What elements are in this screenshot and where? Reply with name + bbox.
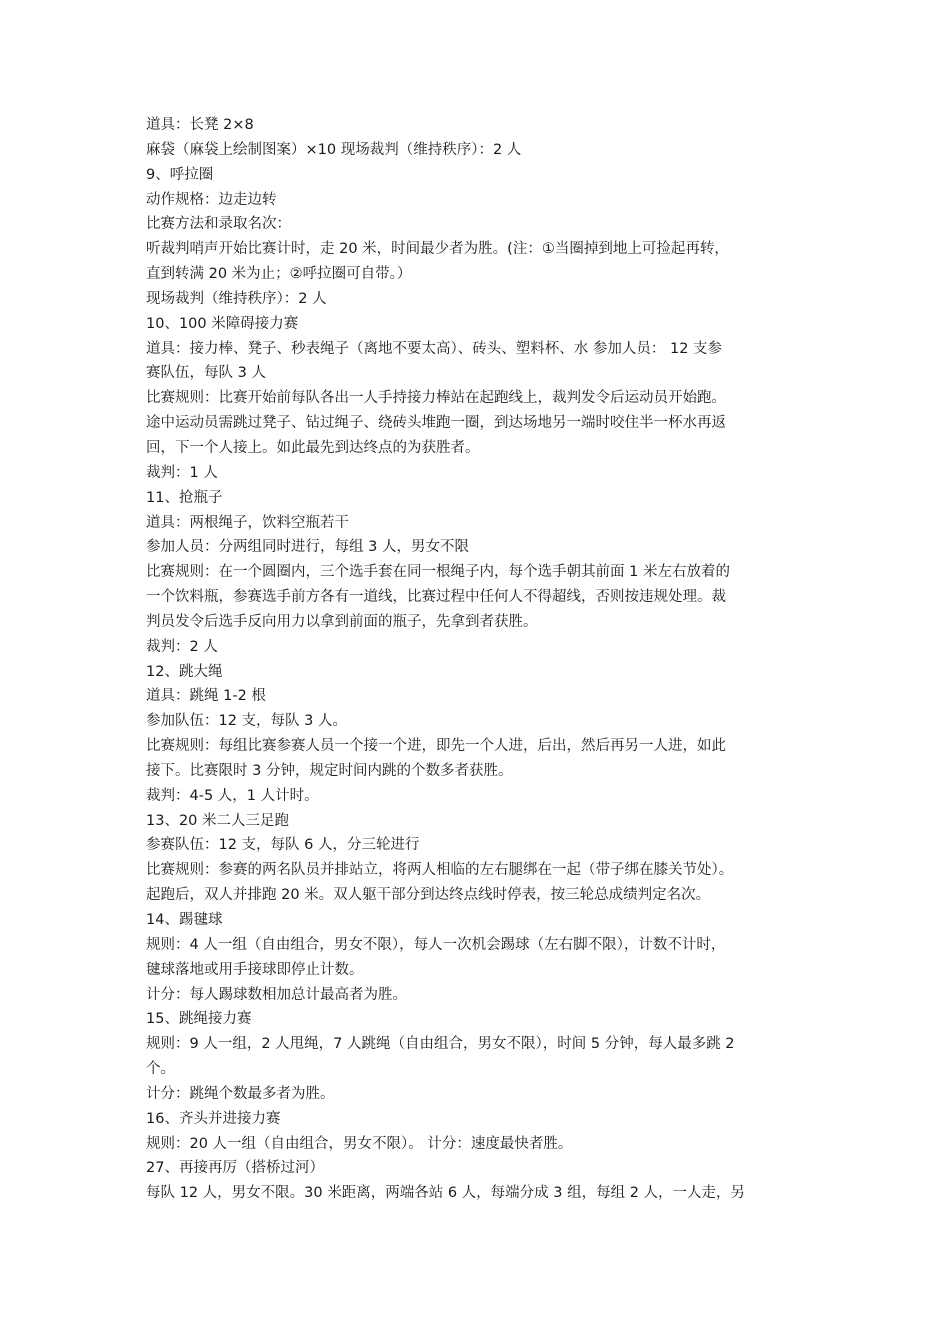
text-line: 10、100 米障碍接力赛 — [146, 315, 299, 332]
text-line: 一个饮料瓶，参赛选手前方各有一道线，比赛过程中任何人不得超线，否则按违规处理。裁 — [146, 589, 726, 606]
text-line: 个。 — [146, 1061, 175, 1078]
text-line: 道具：长凳 2×8 — [146, 117, 254, 133]
text-line: 计分：每人踢球数相加总计最高者为胜。 — [146, 986, 407, 1003]
text-line: 13、20 米二人三足跑 — [146, 812, 290, 829]
text-line: 裁判：2 人 — [146, 638, 218, 655]
text-line: 听裁判哨声开始比赛计时，走 20 米，时间最少者为胜。(注：①当圈掉到地上可捡起再转， — [146, 241, 729, 258]
text-line: 麻袋（麻袋上绘制图案）×10 现场裁判（维持秩序）：2 人 — [146, 141, 522, 158]
text-line: 判员发令后选手反向用力以拿到前面的瓶子，先拿到者获胜。 — [146, 613, 538, 630]
text-line: 每队 12 人，男女不限。30 米距离，两端各站 6 人，每端分成 3 组，每组 2 人，一人走，另 — [146, 1185, 746, 1202]
text-line: 赛队伍，每队 3 人 — [146, 365, 266, 382]
text-line: 9、呼拉圈 — [146, 166, 214, 183]
text-line: 接下。比赛限时 3 分钟，规定时间内跳的个数多者获胜。 — [146, 762, 513, 779]
text-line: 比赛规则：每组比赛参赛人员一个接一个进，即先一个人进，后出，然后再另一人进，如此 — [146, 738, 726, 755]
text-line: 道具：接力棒、凳子、秒表绳子（离地不要太高）、砖头、塑料杯、水 参加人员： 12 支参 — [146, 340, 723, 357]
text-line: 12、跳大绳 — [146, 663, 223, 680]
text-line: 直到转满 20 米为止；②呼拉圈可自带。） — [146, 266, 412, 283]
text-line: 计分：跳绳个数最多者为胜。 — [146, 1085, 335, 1102]
text-line: 比赛规则：比赛开始前每队各出一人手持接力棒站在起跑线上，裁判发令后运动员开始跑。 — [146, 390, 726, 407]
text-line: 道具：跳绳 1-2 根 — [146, 688, 266, 705]
text-line: 裁判：1 人 — [146, 464, 218, 481]
text-line: 27、再接再厉（搭桥过河） — [146, 1160, 324, 1177]
text-line: 裁判：4-5 人，1 人计时。 — [146, 787, 319, 804]
document-page — [146, 113, 810, 1206]
text-line: 毽球落地或用手接球即停止计数。 — [146, 961, 364, 978]
text-line: 动作规格：边走边转 — [146, 191, 277, 208]
text-line: 比赛规则：在一个圆圈内，三个选手套在同一根绳子内，每个选手朝其前面 1 米左右放着的 — [146, 564, 730, 581]
text-line: 道具：两根绳子，饮料空瓶若干 — [146, 514, 349, 531]
text-line: 规则：9 人一组，2 人甩绳，7 人跳绳（自由组合，男女不限），时间 5 分钟，每人最多跳 2 — [146, 1036, 735, 1053]
text-line: 比赛规则：参赛的两名队员并排站立，将两人相临的左右腿绑在一起（带子绑在膝关节处）。 — [146, 862, 734, 879]
text-line: 参加队伍：12 支，每队 3 人。 — [146, 713, 348, 730]
text-line: 参加人员：分两组同时进行，每组 3 人，男女不限 — [146, 539, 469, 556]
text-line: 比赛方法和录取名次： — [146, 216, 291, 233]
text-line: 16、齐头并进接力赛 — [146, 1110, 281, 1127]
text-line: 15、跳绳接力赛 — [146, 1011, 252, 1028]
text-line: 规则：4 人一组（自由组合，男女不限），每人一次机会踢球（左右脚不限），计数不计时， — [146, 936, 726, 953]
text-line: 参赛队伍：12 支，每队 6 人，分三轮进行 — [146, 837, 420, 854]
text-line: 14、踢毽球 — [146, 912, 223, 928]
text-line: 回，下一个人接上。如此最先到达终点的为获胜者。 — [146, 439, 480, 456]
text-line: 11、抢瓶子 — [146, 489, 223, 506]
text-line: 现场裁判（维持秩序）：2 人 — [146, 290, 327, 307]
text-line: 规则：20 人一组（自由组合，男女不限）。 计分：速度最快者胜。 — [146, 1135, 573, 1152]
text-line: 起跑后，双人并排跑 20 米。双人躯干部分到达终点线时停表，按三轮总成绩判定名次。 — [146, 887, 711, 904]
text-line: 途中运动员需跳过凳子、钻过绳子、绕砖头堆跑一圈，到达场地另一端时咬住半一杯水再返 — [146, 415, 726, 432]
